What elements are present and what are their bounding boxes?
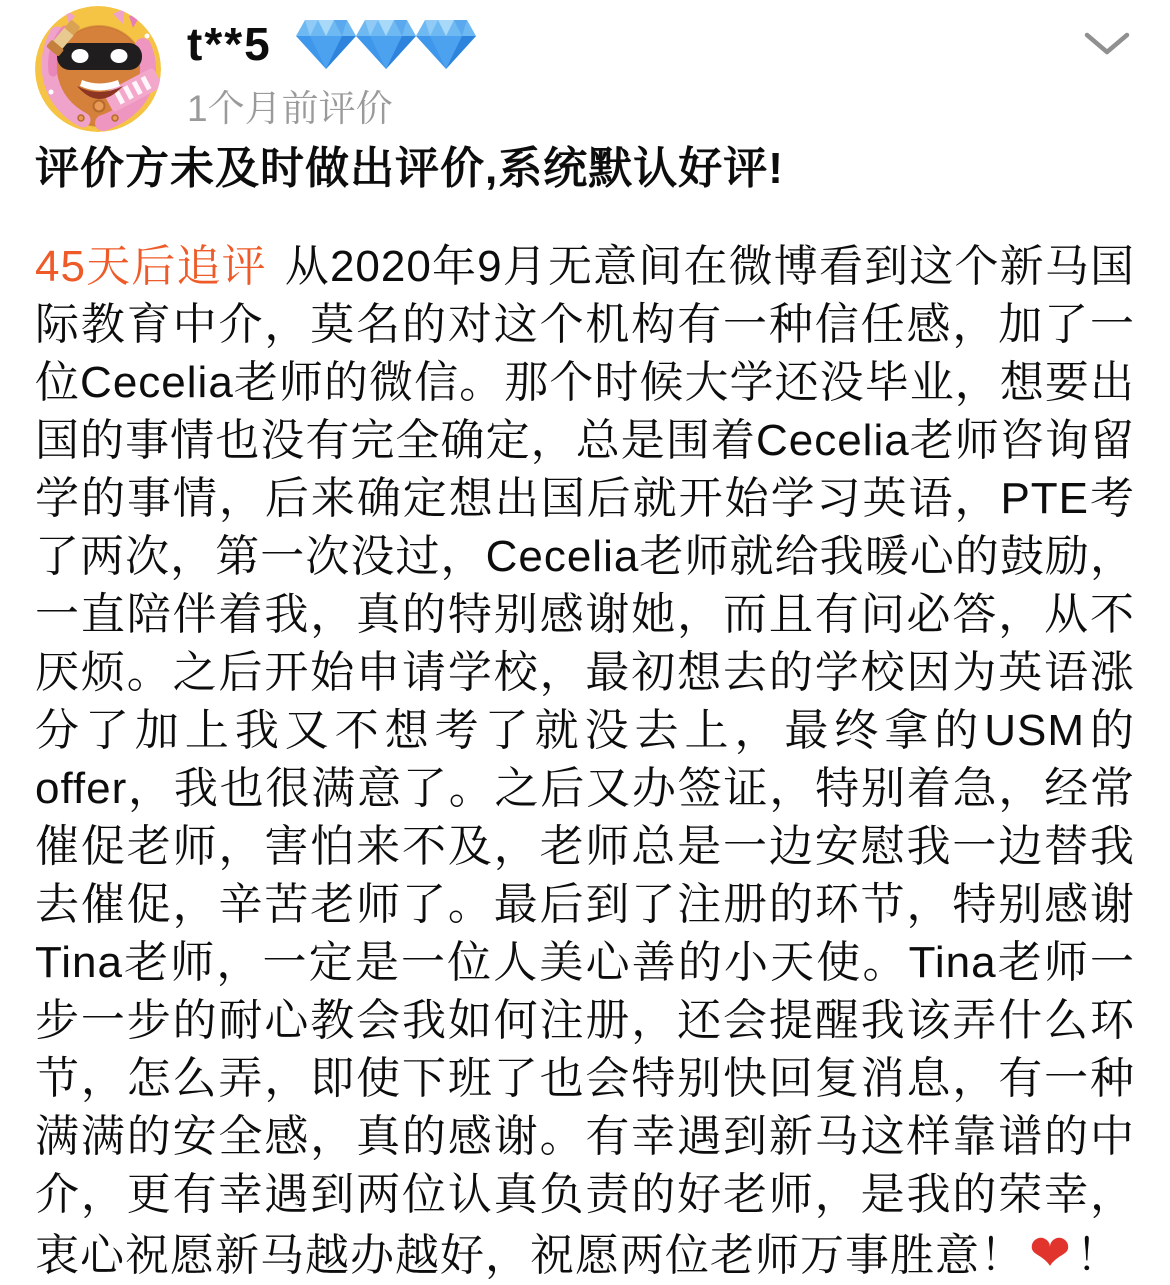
username: t**5 [187,18,272,70]
collapse-review-button[interactable] [1079,20,1135,68]
followup-label: 45天后追评 [35,242,267,291]
followup-review [35,238,1135,1285]
default-review-text: 评价方未及时做出评价,系统默认好评! [35,144,784,193]
avatar [35,6,161,132]
review-time: 1个月前评价 [187,88,393,129]
diamond-icon [294,16,358,72]
vip-badges [298,16,478,72]
chevron-down-icon [1084,32,1130,56]
heart-icon: ❤ [1029,1225,1072,1281]
review-header [35,6,1135,134]
followup-suffix: ！ [1075,1231,1121,1280]
diamond-icon [414,16,478,72]
diamond-icon [354,16,418,72]
followup-text: 从2020年9月无意间在微博看到这个新马国际教育中介，莫名的对这个机构有一种信任感，加了一位Cecelia老师的微信。那个时候大学还没毕业，想要出国的事情也没有完全确定，总是围着Cecelia老师咨询留学的事情，后来确定想出国后就开始学习英语，PTE考了两次，第一次没过，Cecelia老师就给我暖心的鼓励，一直陪伴着我，真的特别感谢她，而且有问必答，从不厌烦。之后开始申请学校，最初想去的学校因为英语涨分了加上我又不想考了就没去上，最终拿的USM的offer，我也很满意了。之后又办签证，特别着急，经常催促老师，害怕来不及，老师总是一边安慰我一边替我去催促，辛苦老师了。最后到了注册的环节，特别感谢Tina老师，一定是一位人美心善的小天使。Tina老师一步一步的耐心教会我如何注册，还会提醒我该弄什么环节，怎么弄，即使下班了也会特别快回复消息，有一种满满的安全感，真的感谢。有幸遇到新马这样靠谱的中介，更有幸遇到两位认真负责的好老师，是我的荣幸，衷心祝愿新马越办越好，祝愿两位老师万事胜意！ [35,242,1135,1280]
header-main [187,6,478,127]
